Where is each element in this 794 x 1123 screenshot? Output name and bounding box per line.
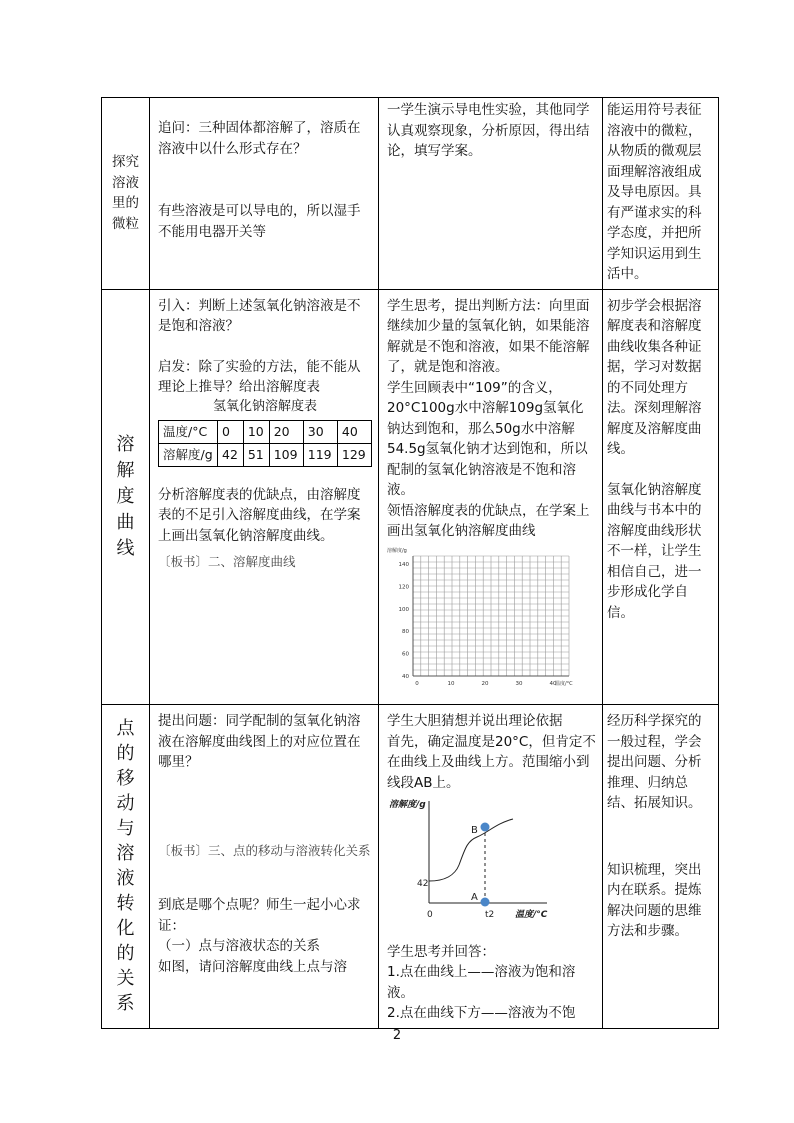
design-purpose-cell	[603, 289, 719, 705]
x-tick-label: 30	[515, 680, 523, 687]
student-activity-cell	[379, 98, 603, 290]
table-cell: 42	[218, 443, 244, 466]
student-activity-cell	[379, 705, 603, 1029]
teacher-text: 到底是哪个点呢？师生一起小心求证：	[158, 897, 361, 934]
student-text: 学生思考并回答：	[387, 943, 495, 960]
teacher-text: （一）点与溶液状态的关系	[158, 938, 320, 954]
page-number: 2	[392, 1028, 402, 1043]
purpose-text: 知识梳理，突出内在联系。提炼解决问题的思维方法和步骤。	[607, 861, 702, 939]
point-a-label: A	[471, 892, 478, 903]
y-tick-label: 140	[398, 561, 409, 568]
table-cell: 129	[337, 443, 371, 466]
blank-grid-chart	[387, 544, 587, 694]
student-text: 1.点在曲线上——溶液为饱和溶液。	[387, 964, 576, 1001]
table-cell: 119	[303, 443, 337, 466]
table-cell: 109	[269, 443, 303, 466]
x-tick-label: 40	[549, 680, 557, 687]
y-axis-label: 溶解度/g	[387, 547, 407, 554]
table-cell: 51	[243, 443, 269, 466]
x-tick-label: 0	[415, 680, 419, 687]
purpose-text: 氢氧化钠溶解度曲线与书本中的溶解度曲线形状不一样，让学生相信自己，进一步形成化学自信。	[607, 481, 702, 621]
table-row	[102, 705, 719, 1029]
y-tick-label: 80	[402, 628, 409, 635]
solubility-curve-diagram	[387, 793, 567, 923]
table-cell: 20	[269, 420, 303, 443]
teacher-text: 追问：三种固体都溶解了，溶质在溶液中以什么形式存在？	[158, 120, 361, 157]
x-axis-label: 温度/°C	[515, 910, 548, 920]
teacher-activity-cell	[150, 289, 379, 705]
point-b-label: B	[471, 825, 478, 836]
teacher-activity-cell	[150, 98, 379, 290]
row-header-cell: 温度/°C	[159, 420, 218, 443]
teacher-text: 提出问题：同学配制的氢氧化钠溶液在溶解度曲线图上的对应位置在哪里？	[158, 713, 361, 770]
table-row	[159, 443, 372, 466]
table-row	[102, 98, 719, 290]
lesson-plan-table	[101, 97, 719, 1029]
teacher-text: 引入：判断上述氢氧化钠溶液是不是饱和溶液？	[158, 297, 361, 334]
y-tick-label: 40	[402, 673, 409, 680]
section-title: 探究溶液里的微粒	[102, 98, 150, 290]
teacher-text: 分析溶解度表的优缺点，由溶解度表的不足引入溶解度曲线，在学案上画出氢氧化钠溶解度曲线。	[158, 486, 361, 544]
table-cell: 0	[218, 420, 244, 443]
purpose-text: 经历科学探究的一般过程，学会提出问题、分析推理、归纳总结、拓展知识。	[607, 713, 702, 811]
row-header-cell: 溶解度/g	[159, 443, 218, 466]
table-row	[102, 289, 719, 705]
student-text: 首先，确定温度是20°C，但肯定不在曲线上及曲线上方。范围缩小到线段AB上。	[387, 733, 596, 791]
section-title: 溶解度曲线	[102, 289, 150, 705]
teacher-text: 启发：除了实验的方法，能不能从理论上推导？给出溶解度表	[158, 358, 361, 395]
table-cell: 10	[243, 420, 269, 443]
student-text: 学生大胆猜想并说出理论依据	[387, 713, 563, 729]
point-a	[481, 898, 490, 907]
teacher-text: 如图，请问溶解度曲线上点与溶	[158, 958, 347, 975]
design-purpose-cell	[603, 98, 719, 290]
x-tick-label: 10	[447, 680, 455, 687]
table-caption: 氢氧化钠溶解度表	[212, 398, 317, 414]
design-purpose-cell	[603, 705, 719, 1029]
table-cell: 40	[337, 420, 371, 443]
y-tick-label: 100	[398, 606, 409, 613]
purpose-text: 能运用符号表征溶液中的微粒，从物质的微观层面理解溶液组成及导电原因。具有严谨求实的科学态度，并把所学知识运用到生活中。	[607, 102, 702, 282]
y-tick-label: 120	[398, 583, 409, 590]
x-axis-label: 温度/°C	[555, 680, 573, 687]
y-tick-label: 60	[402, 651, 409, 658]
y-value-label: 42	[417, 879, 429, 889]
x-tick-label: 20	[481, 680, 489, 687]
student-text: 一学生演示导电性实验，其他同学认真观察现象，分析原因，得出结论，填写学案。	[387, 102, 590, 159]
table-cell: 30	[303, 420, 337, 443]
teacher-activity-cell	[150, 705, 379, 1029]
student-activity-cell	[379, 289, 603, 705]
board-note: 〔板书〕二、溶解度曲线	[158, 554, 296, 569]
student-text: 领悟溶解度表的优缺点，在学案上画出氢氧化钠溶解度曲线	[387, 502, 590, 539]
purpose-text: 初步学会根据溶解度表和溶解度曲线收集各种证据，学习对数据的不同处理方法。深刻理解溶解度及溶解度曲线。	[607, 297, 702, 457]
teacher-text: 有些溶液是可以导电的，所以湿手不能用电器开关等	[158, 203, 361, 240]
student-text: 2.点在曲线下方——溶液为不饱	[387, 1005, 576, 1021]
table-row	[159, 420, 372, 443]
solubility-table	[158, 420, 372, 467]
board-note: 〔板书〕三、点的移动与溶液转化关系	[158, 842, 371, 858]
point-b	[481, 823, 490, 832]
origin-label: 0	[427, 910, 433, 920]
y-axis-label: 溶解度/g	[389, 800, 426, 810]
section-title: 点的移动与溶液转化的关系	[102, 705, 150, 1029]
x-value-label: t2	[485, 910, 495, 920]
student-text: 学生回顾表中“109”的含义，20°C100g水中溶解109g氢氧化钠达到饱和，那么50g水中溶解54.5g氢氧化钠才达到饱和，所以配制的氢氧化钠溶液是不饱和溶液。	[387, 379, 588, 498]
student-text: 学生思考，提出判断方法：向里面继续加少量的氢氧化钠，如果能溶解就是不饱和溶液，如果不能溶解了，就是饱和溶液。	[387, 297, 590, 375]
